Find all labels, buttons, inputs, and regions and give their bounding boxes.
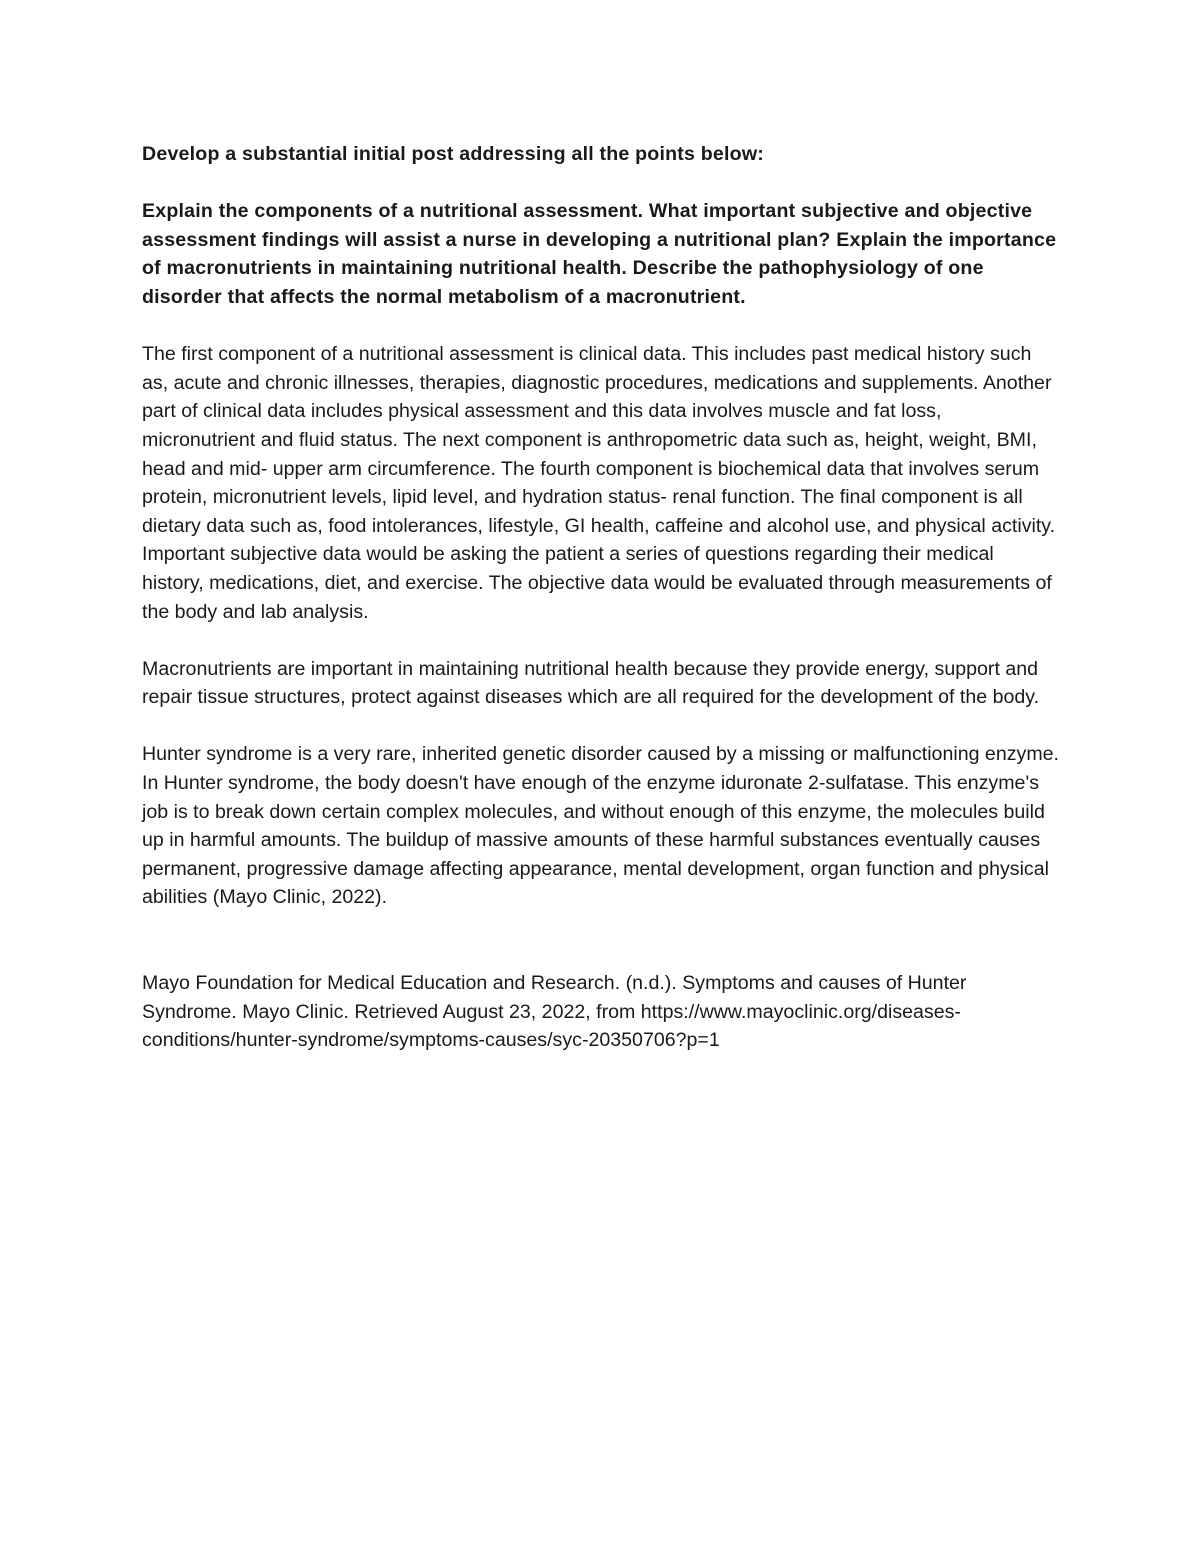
- assignment-heading: Develop a substantial initial post addressing all the points below:: [142, 143, 764, 165]
- paragraph-macronutrients: Macronutrients are important in maintaining nutritional health because they provide energy, support and repair tissue structures, protect against diseases which are all required for the development of the body.: [142, 657, 1040, 709]
- reference-citation: Mayo Foundation for Medical Education and Research. (n.d.). Symptoms and causes of Hunter Syndrome. Mayo Clinic. Retrieved August 23, 2022, from https://www.mayoclinic.org/diseases-conditions/hunter-syndrome/symptoms-causes/syc-20350706?p=1: [142, 972, 967, 1052]
- document-body: [142, 140, 1060, 1055]
- paragraph-hunter-syndrome: Hunter syndrome is a very rare, inherited genetic disorder caused by a missing or malfunctioning enzyme. In Hunter syndrome, the body doesn't have enough of the enzyme iduronate 2-sulfatase. This enzyme's job is to break down certain complex molecules, and without enough of this enzyme, the molecules build up in harmful amounts. The buildup of massive amounts of these harmful substances eventually causes permanent, progressive damage affecting appearance, mental development, organ function and physical abilities (Mayo Clinic, 2022).: [142, 743, 1059, 909]
- paragraph-assessment-components: The first component of a nutritional assessment is clinical data. This includes past medical history such as, acute and chronic illnesses, therapies, diagnostic procedures, medications and supplements. Another part of clinical data includes physical assessment and this data involves muscle and fat loss, micronutrient and fluid status. The next component is anthropometric data such as, height, weight, BMI, head and mid- upper arm circumference. The fourth component is biochemical data that involves serum protein, micronutrient levels, lipid level, and hydration status- renal function. The final component is all dietary data such as, food intolerances, lifestyle, GI health, caffeine and alcohol use, and physical activity. Important subjective data would be asking the patient a series of questions regarding their medical history, medications, diet, and exercise. The objective data would be evaluated through measurements of the body and lab analysis.: [142, 343, 1056, 623]
- assignment-prompt: Explain the components of a nutritional assessment. What important subjective and objective assessment findings will assist a nurse in developing a nutritional plan? Explain the importance of macronutrients in maintaining nutritional health. Describe the pathophysiology of one disorder that affects the normal metabolism of a macronutrient.: [142, 200, 1057, 308]
